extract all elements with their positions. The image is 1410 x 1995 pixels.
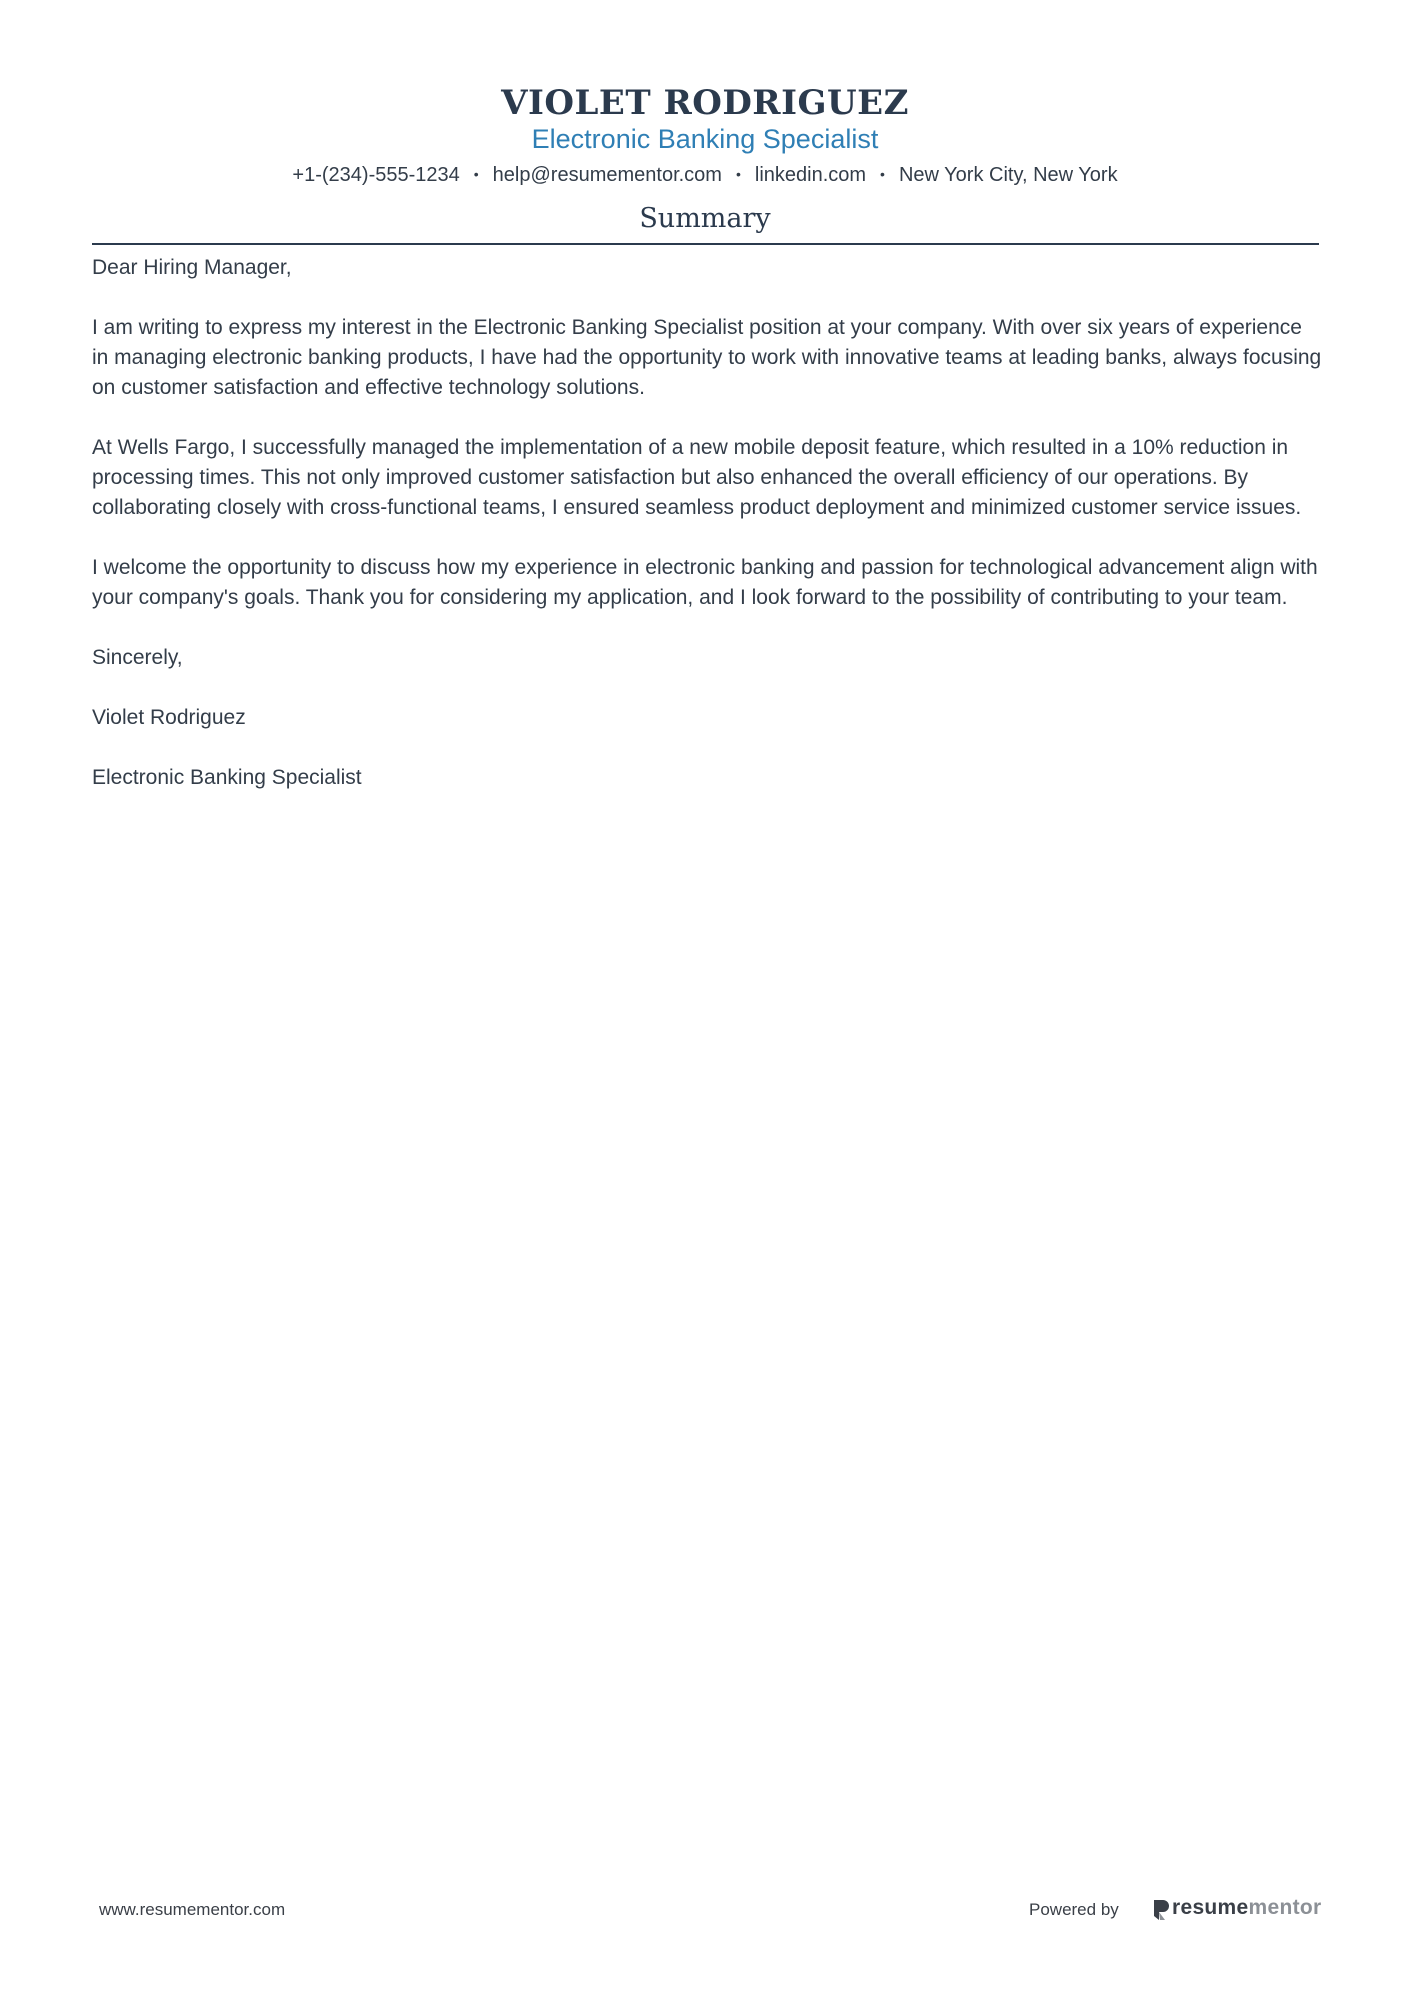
contact-email[interactable]: help@resumementor.com	[492, 164, 722, 186]
candidate-name: VIOLET RODRIGUEZ	[501, 83, 909, 123]
letter-paragraph: I am writing to express my interest in the Electronic Banking Specialist position at your company. With over six years of experience in managing electronic banking products, I have had the opportunity to work with innovative teams at leading banks, always focusing on customer satisfaction and effective technology solutions.	[92, 316, 1322, 399]
contact-linkedin[interactable]: linkedin.com	[754, 164, 867, 186]
section-title-summary: Summary	[639, 203, 771, 234]
letter-closing: Sincerely,	[92, 646, 183, 669]
contact-separator: •	[880, 166, 885, 182]
contact-phone[interactable]: +1-(234)-555-1234	[292, 164, 460, 186]
job-title: Electronic Banking Specialist	[531, 124, 879, 154]
resumementor-logo-text: resumementor	[1172, 1896, 1322, 1919]
section-divider	[92, 243, 1319, 245]
resume-header	[0, 82, 1410, 189]
signature-title: Electronic Banking Specialist	[92, 766, 362, 789]
contact-line	[0, 160, 1410, 189]
contact-location: New York City, New York	[898, 164, 1118, 186]
letter-paragraph: At Wells Fargo, I successfully managed the implementation of a new mobile deposit feature, which resulted in a 10% reduction in processing times. This not only improved customer satisfaction but also enhanced the overall efficiency of our operations. By collaborating closely with cross-functional teams, I ensured seamless product deployment and minimized customer service issues.	[92, 436, 1302, 519]
contact-separator: •	[735, 166, 741, 182]
footer-website-link[interactable]: www.resumementor.com	[99, 1900, 286, 1919]
footer-branding[interactable]	[1029, 1896, 1322, 1922]
letter-greeting: Dear Hiring Manager,	[92, 256, 292, 279]
signature-name: Violet Rodriguez	[92, 706, 246, 729]
contact-separator: •	[473, 166, 479, 182]
cover-letter-body	[92, 253, 1322, 823]
powered-by-label: Powered by	[1029, 1900, 1119, 1919]
letter-paragraph: I welcome the opportunity to discuss how my experience in electronic banking and passion for technological advancement align with your company's goals. Thank you for considering my application, and I look forward to the possibility of contributing to your team.	[92, 556, 1318, 609]
resumementor-logo-icon	[1152, 1899, 1170, 1921]
